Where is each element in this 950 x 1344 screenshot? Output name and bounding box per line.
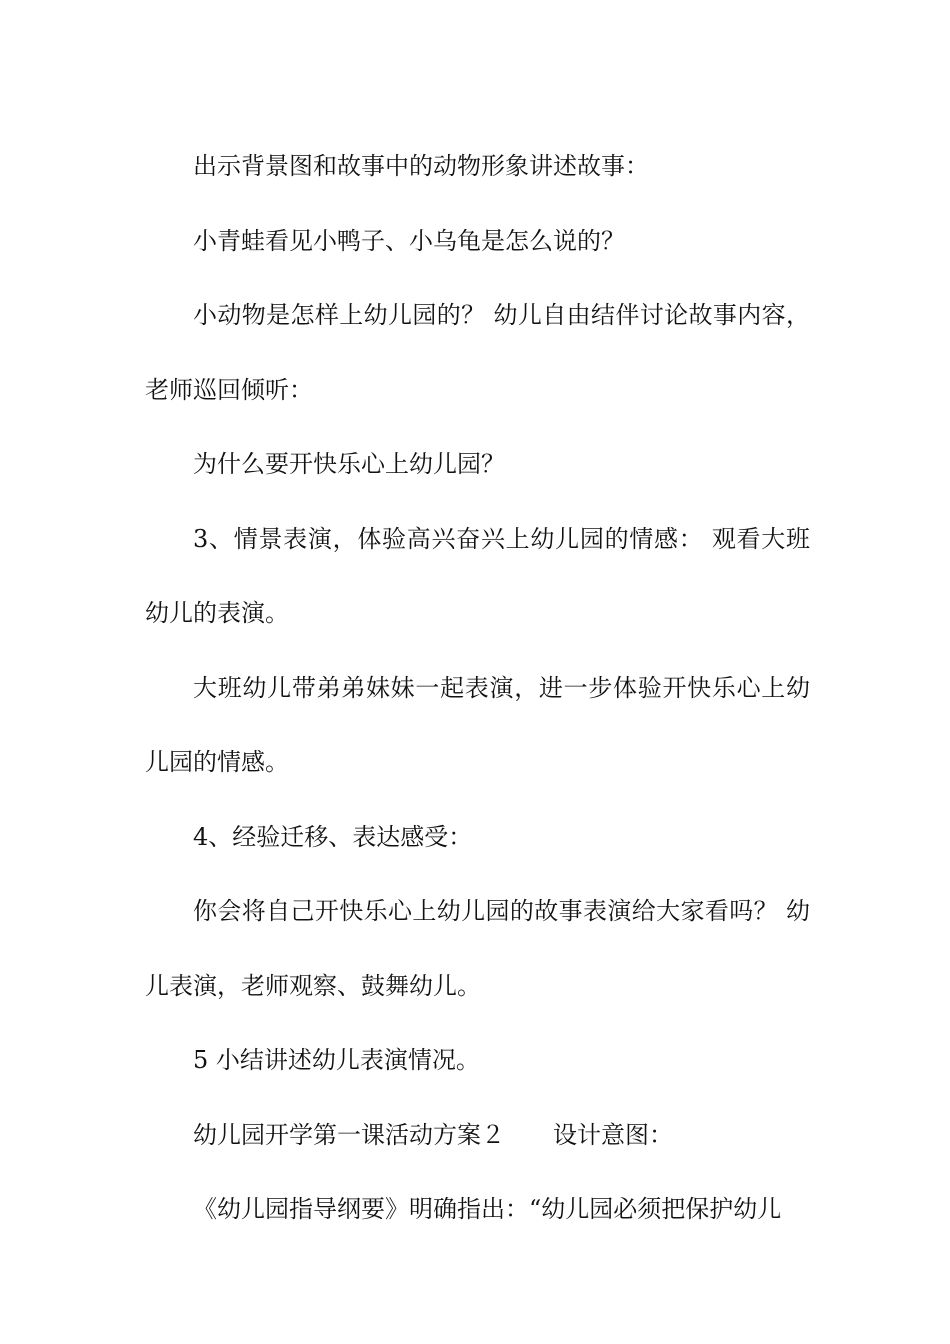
paragraph-8: 你会将自己开快乐心上幼儿园的故事表演给大家看吗？ 幼儿表演，老师观察、鼓舞幼儿。 xyxy=(145,897,810,1000)
document-body xyxy=(145,129,810,1247)
paragraph-6: 大班幼儿带弟弟妹妹一起表演，进一步体验开快乐心上幼儿园的情感。 xyxy=(145,673,810,776)
paragraph-3: 小动物是怎样上幼儿园的？ 幼儿自由结伴讨论故事内容，老师巡回倾听： xyxy=(145,301,810,404)
paragraph-11: 《幼儿园指导纲要》明确指出：“幼儿园必须把保护幼儿 xyxy=(193,1195,782,1223)
paragraph-5: 3、情景表演，体验高兴奋兴上幼儿园的情感： 观看大班幼儿的表演。 xyxy=(145,524,810,627)
paragraph-10: 幼儿园开学第一课活动方案２ 设计意图： xyxy=(193,1120,673,1149)
paragraph-9: 5 小结讲述幼儿表演情况。 xyxy=(193,1046,480,1074)
paragraph-1: 出示背景图和故事中的动物形象讲述故事： xyxy=(193,152,649,180)
paragraph-4: 为什么要开快乐心上幼儿园？ xyxy=(193,450,505,478)
paragraph-2: 小青蛙看见小鸭子、小乌龟是怎么说的？ xyxy=(193,226,625,255)
paragraph-7: 4、经验迁移、表达感受： xyxy=(193,822,473,851)
